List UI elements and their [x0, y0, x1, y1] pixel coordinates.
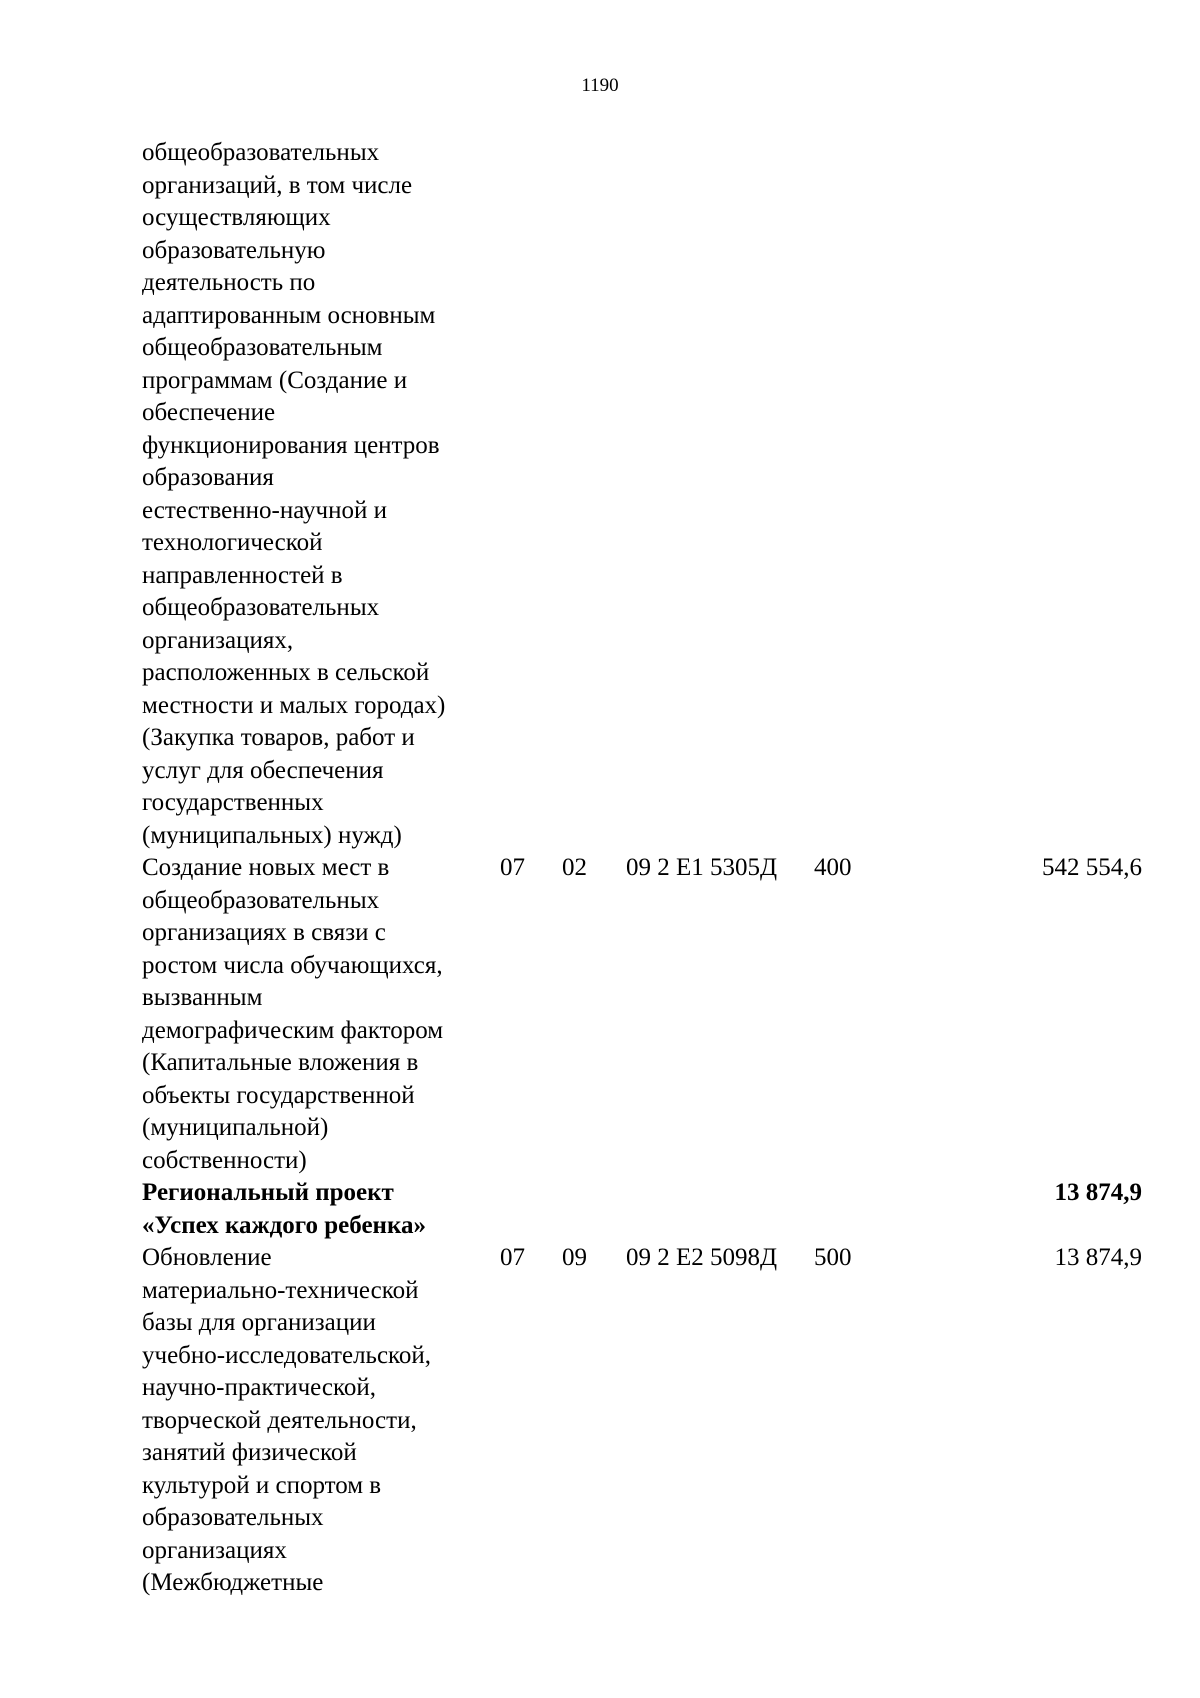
row-name-cell: Региональный проект «Успех каждого ребенка»	[142, 1179, 426, 1239]
row-name-cell: Обновление материально-технической базы для организации учебно-исследовательской, научно-практической, творческой деятельности, занятий физической культурой и спортом в образовательных организациях (Межбюджетные	[142, 1244, 432, 1596]
row-subsection-cell: 02	[562, 854, 587, 881]
row-target-article-cell: 09 2 E2 5098Д	[626, 1244, 778, 1271]
budget-table	[142, 137, 1142, 1600]
row-name-cell: общеобразовательных организаций, в том числе осуществляющих образовательную деятельность по адаптированным основным общеобразовательным программам (Создание и обеспечение функционирования центров образования естественно-научной и технологической направленностей в общеобразовательных организациях, расположенных в сельской местности и малых городах) (Закупка товаров, работ и услуг для обеспечения государственных (муниципальных) нужд)	[142, 139, 446, 849]
table-row	[142, 1242, 1142, 1600]
row-expense-type-cell: 400	[814, 854, 852, 881]
row-section-cell: 07	[500, 1244, 525, 1271]
row-target-article-cell: 09 2 E1 5305Д	[626, 854, 778, 881]
row-subsection-cell: 09	[562, 1244, 587, 1271]
table-row	[142, 137, 1142, 852]
row-section-cell: 07	[500, 854, 525, 881]
table-row-project-heading	[142, 1177, 1142, 1242]
row-name-cell: Создание новых мест в общеобразовательных организациях в связи с ростом числа обучающихся, вызванным демографическим фактором (Капитальные вложения в объекты государственной (муниципальной) собственности)	[142, 854, 444, 1174]
row-amount-cell: 542 554,6	[1042, 854, 1142, 881]
row-amount-cell: 13 874,9	[1054, 1244, 1142, 1271]
row-expense-type-cell: 500	[814, 1244, 852, 1271]
table-row	[142, 852, 1142, 1177]
page-number: 1190	[581, 75, 619, 96]
row-amount-cell: 13 874,9	[1054, 1179, 1142, 1206]
